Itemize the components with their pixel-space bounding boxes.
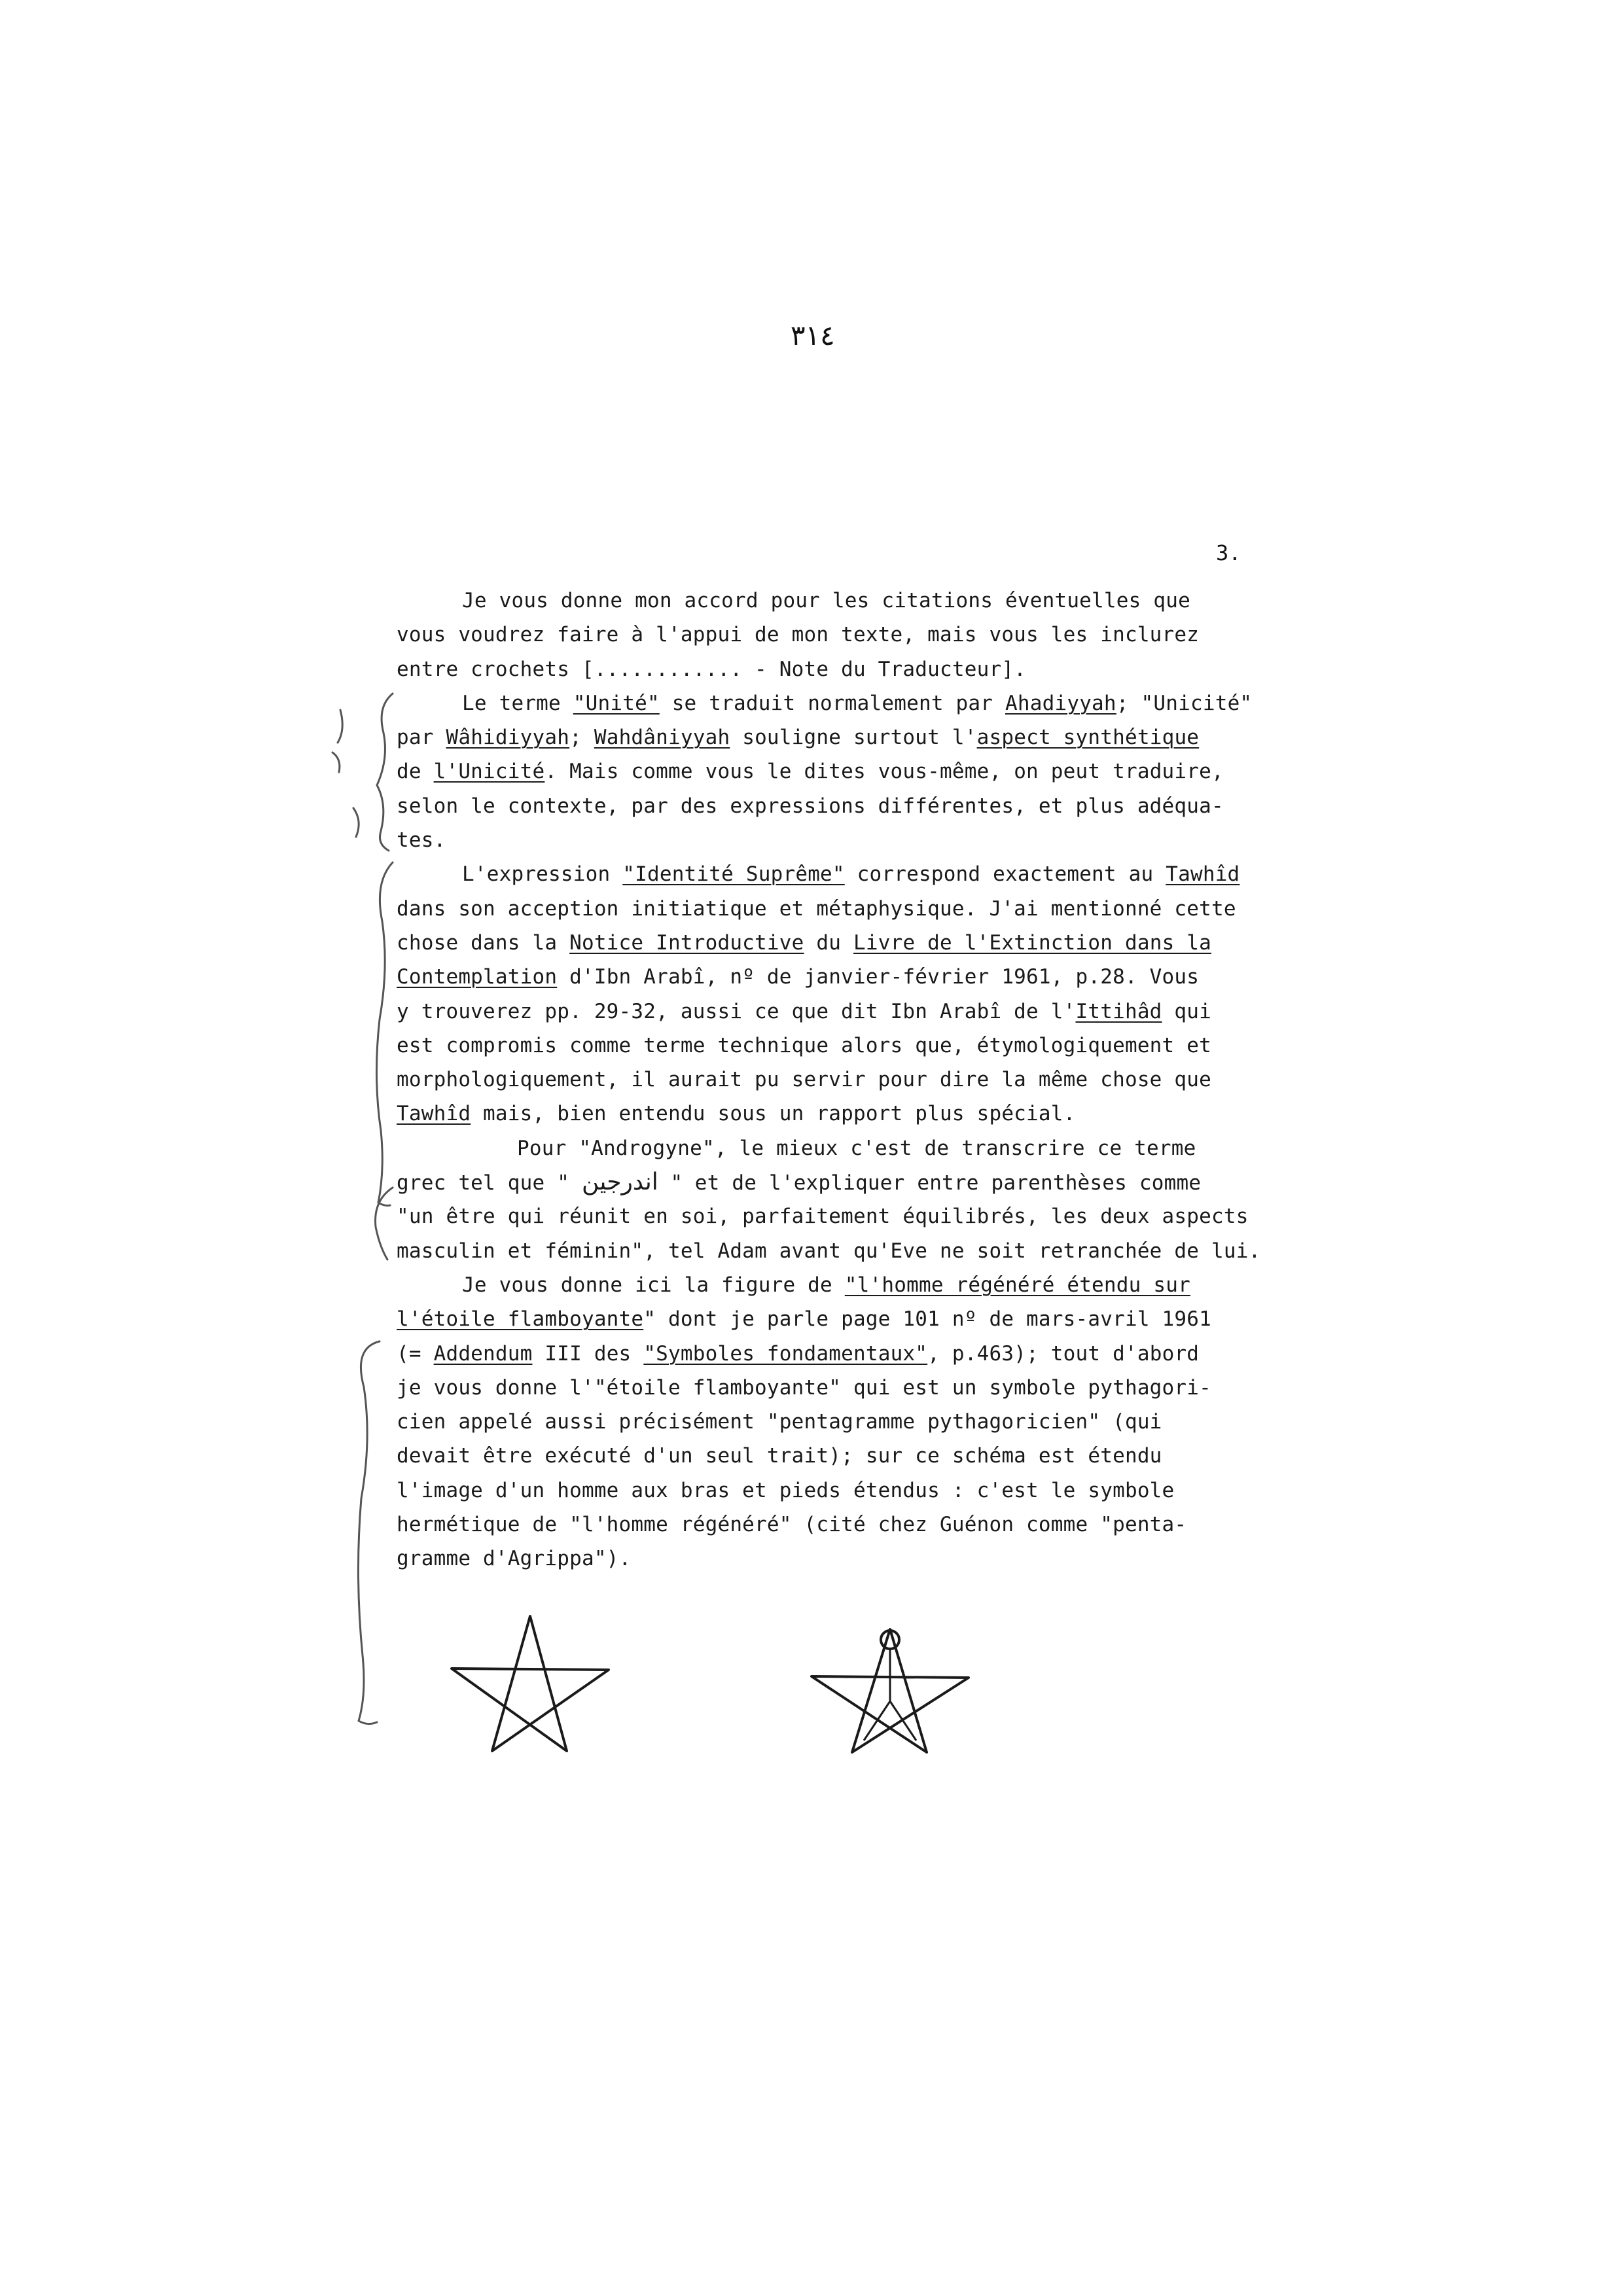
text-line: cien appelé aussi précisément "pentagramme pythagoricien" (qui [397,1410,1162,1434]
arabic-page-number: ٣١٤ [791,319,835,351]
text-line: dans son acception initiatique et métaphysique. J'ai mentionné cette [397,896,1236,921]
text-line: tes. [397,828,446,853]
text-line: "un être qui réunit en soi, parfaitement équilibrés, les deux aspects [397,1205,1249,1229]
arabic-word: اندرجين [581,1169,658,1196]
text-line: vous voudrez faire à l'appui de mon texte, mais vous les inclurez [397,623,1200,647]
text-line: selon le contexte, par des expressions différentes, et plus adéqua- [397,794,1224,818]
text-line: chose dans la Notice Introductive du Livre de l'Extinction dans la [397,930,1212,955]
text-line: Tawhîd mais, bien entendu sous un rapport plus spécial. [397,1102,1076,1126]
pythagorean-pentagram-figure [452,1616,609,1751]
text-line: l'image d'un homme aux bras et pieds étendus : c'est le symbole [397,1478,1175,1502]
page-number: 3. [1216,540,1241,565]
agrippa-pentagram-figure [812,1629,969,1752]
text-line: je vous donne l'"étoile flamboyante" qui est un symbole pythagori- [397,1375,1211,1400]
text-line: Je vous donne ici la figure de "l'homme régénéré étendu sur [462,1273,1190,1297]
text-line: Pour "Androgyne", le mieux c'est de transcrire ce terme [517,1136,1196,1160]
text-line: hermétique de "l'homme régénéré" (cité chez Guénon comme "penta- [397,1513,1187,1537]
text-line: est compromis comme terme technique alors que, étymologiquement et [397,1033,1211,1057]
text-line: devait être exécuté d'un seul trait); sur ce schéma est étendu [397,1444,1162,1468]
text-line: gramme d'Agrippa"). [397,1547,632,1571]
text-line: L'expression "Identité Suprême" correspond exactement au Tawhîd [462,862,1240,887]
text-line: entre crochets [............ - Note du Traducteur]. [397,657,1027,681]
text-line: Le terme "Unité" se traduit normalement par Ahadiyyah; "Unicité" [462,691,1253,715]
text-line: Contemplation d'Ibn Arabî, nº de janvier-février 1961, p.28. Vous [397,965,1200,989]
text-line: grec tel que " اندرجين " et de l'expliquer entre parenthèses comme [397,1169,1202,1196]
text-line: morphologiquement, il aurait pu servir pour dire la même chose que [397,1068,1211,1092]
text-line: de l'Unicité. Mais comme vous le dites vous-même, on peut traduire, [397,760,1224,784]
text-line: l'étoile flamboyante" dont je parle page 101 nº de mars-avril 1961 [397,1307,1212,1332]
text-line: y trouverez pp. 29-32, aussi ce que dit Ibn Arabî de l'Ittihâd qui [397,999,1212,1023]
text-line: par Wâhidiyyah; Wahdâniyyah souligne surtout l'aspect synthétique [397,726,1200,750]
text-line: masculin et féminin", tel Adam avant qu'Eve ne soit retranchée de lui. [397,1239,1261,1263]
text-line: (= Addendum III des "Symboles fondamentaux", p.463); tout d'abord [397,1341,1200,1366]
text-line: Je vous donne mon accord pour les citations éventuelles que [462,589,1190,612]
